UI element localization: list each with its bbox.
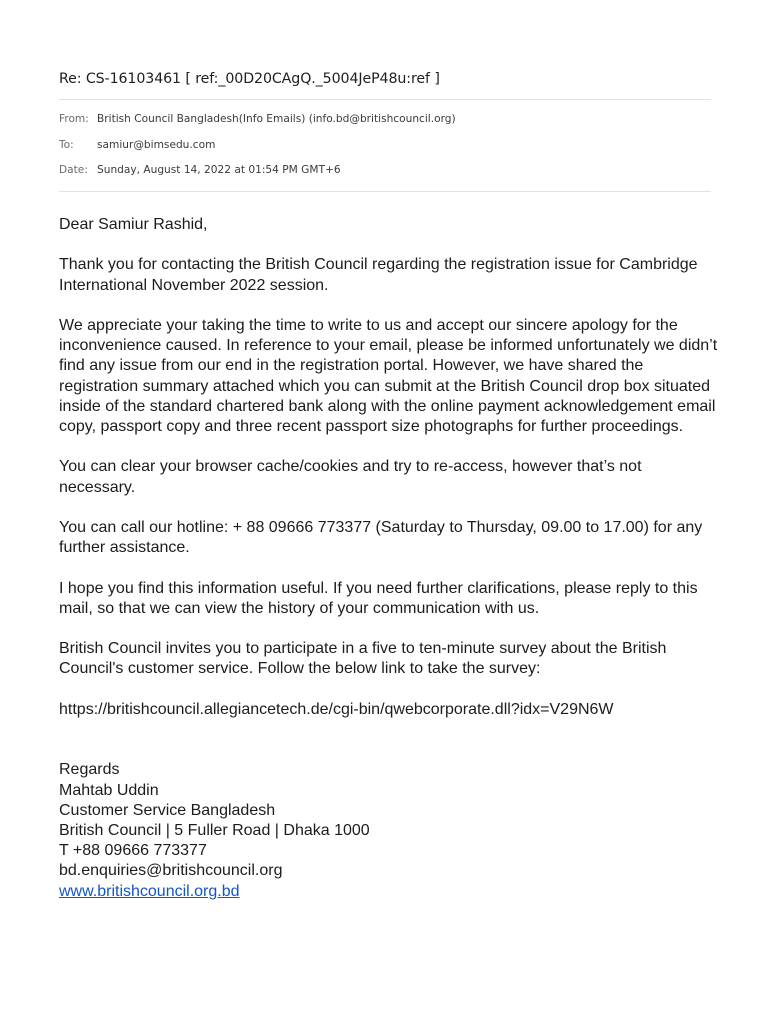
website-link[interactable]: www.britishcouncil.org.bd [59,882,240,900]
paragraph-thanks: Thank you for contacting the British Council regarding the registration issue for Cambridge International November 2022 session. [59,256,698,294]
to-row [59,139,215,151]
from-value: British Council Bangladesh(Info Emails) (info.bd@britishcouncil.org) [97,113,456,125]
signature [59,760,719,901]
signature-phone: T +88 09666 773377 [59,842,207,860]
paragraph-survey: British Council invites you to participate in a five to ten-minute survey about the British Council's customer service. Follow the below link to take the survey: [59,640,667,678]
email-subject: Re: CS-16103461 [ ref:_00D20CAgQ._5004JeP48u:ref ] [59,71,440,87]
paragraph-hotline: You can call our hotline: + 88 09666 773377 (Saturday to Thursday, 09.00 to 17.00) for any further assistance. [59,518,703,557]
email-body [59,215,719,902]
to-label: To: [59,139,74,151]
paragraph-cache: You can clear your browser cache/cookies and try to re-access, however that’s not necessary. [59,458,642,496]
paragraph-apology: We appreciate your taking the time to write to us and accept our sincere apology for the inconvenience caused. In reference to your email, please be informed unfortunately we didn’t find any issue from our end in the registration portal. However, we have shared the registration summary attached which you can submit at the British Council drop box situated inside of the standard chartered bank along with the online payment acknowledgement email copy, passport copy and three recent passport size photographs for further proceedings. [59,316,718,435]
signature-department: Customer Service Bangladesh [59,801,276,819]
date-value: Sunday, August 14, 2022 at 01:54 PM GMT+6 [97,164,341,176]
from-row [59,113,456,125]
signature-regards: Regards [59,761,120,779]
signature-email: bd.enquiries@britishcouncil.org [59,862,283,880]
to-value: samiur@bimsedu.com [97,139,216,151]
signature-address: British Council | 5 Fuller Road | Dhaka 1000 [59,821,370,839]
signature-name: Mahtab Uddin [59,781,159,799]
header-divider-bottom [59,191,711,192]
date-row [59,164,341,176]
from-label: From: [59,113,89,125]
survey-url: https://britishcouncil.allegiancetech.de/cgi-bin/qwebcorporate.dll?idx=V29N6W [59,700,614,718]
header-divider-top [59,99,711,100]
paragraph-clarifications: I hope you find this information useful. If you need further clarifications, please reply to this mail, so that we can view the history of your communication with us. [59,579,698,617]
greeting: Dear Samiur Rashid, [59,216,208,233]
date-label: Date: [59,164,88,176]
